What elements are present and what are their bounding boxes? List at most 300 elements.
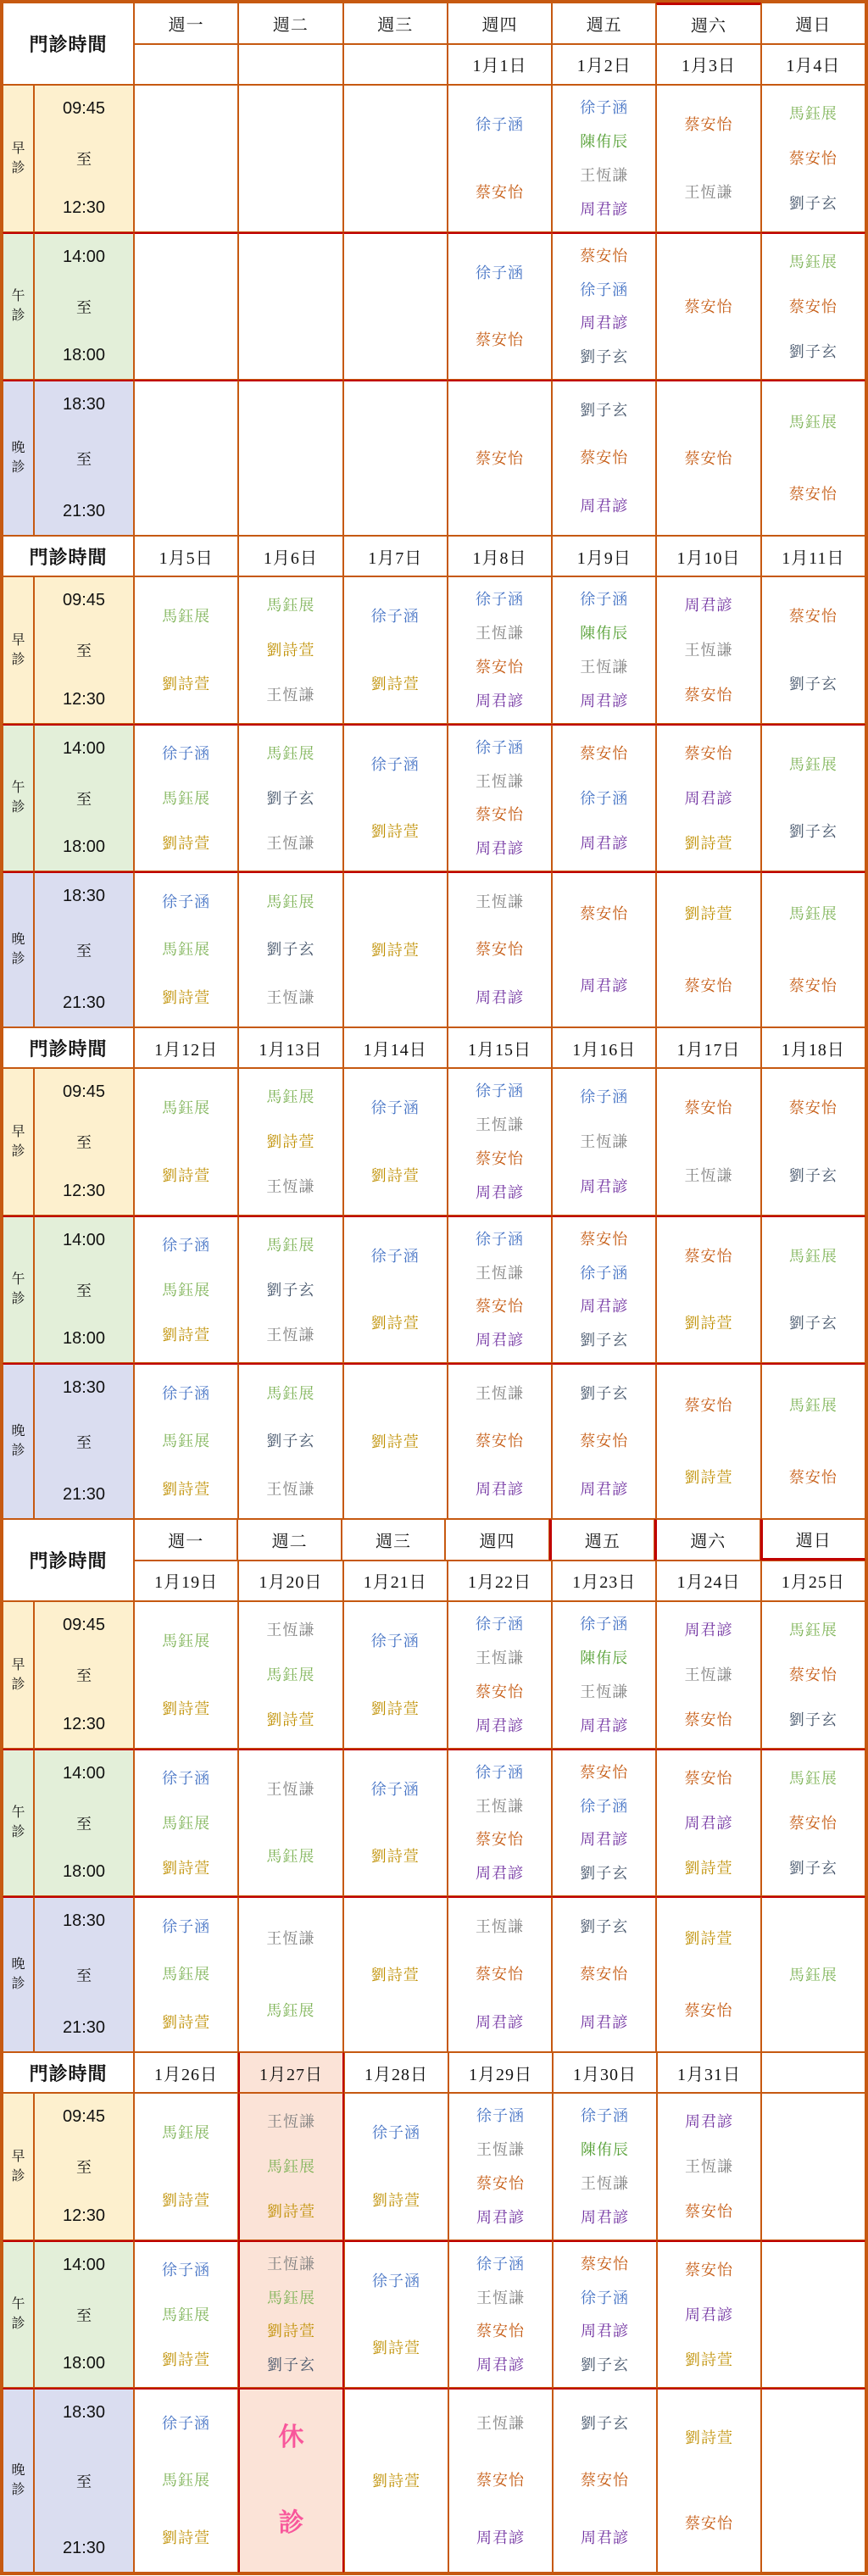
time-range-cell [34, 1749, 134, 1896]
doctor-cell [238, 85, 342, 232]
time-range-cell [34, 1363, 134, 1519]
doctor-name: 徐子涵 [162, 2261, 210, 2278]
period-start-time: 18:30 [62, 2403, 106, 2422]
doctor-name: 馬鈺展 [788, 1769, 837, 1787]
period-label-char: 晚 [11, 2463, 25, 2478]
period-end-time: 21:30 [62, 2018, 106, 2037]
doctor-cell [343, 232, 448, 380]
date-cell: 1月20日 [238, 1561, 342, 1602]
period-start-time: 18:30 [62, 395, 106, 414]
doctor-cell [448, 2093, 553, 2240]
weekday-cell: 週三 [342, 1519, 445, 1561]
doctor-name: 馬鈺展 [267, 2157, 315, 2175]
doctor-name: 劉詩萱 [162, 1480, 211, 1498]
period-label-char: 早 [11, 1657, 25, 1672]
period-end-time: 21:30 [62, 502, 106, 520]
doctor-cell [761, 1601, 865, 1749]
period-to-label: 至 [76, 2159, 92, 2176]
doctor-name: 王恆謙 [267, 2255, 315, 2273]
doctor-name: 周君諺 [684, 1814, 733, 1832]
doctor-name: 劉詩萱 [162, 2529, 210, 2547]
doctor-name: 徐子涵 [475, 738, 524, 756]
time-range-cell [34, 576, 134, 724]
doctor-cell [448, 1601, 552, 1749]
doctor-name: 劉詩萱 [370, 1700, 420, 1717]
doctor-name: 蔡安怡 [684, 1247, 733, 1265]
doctor-cell [656, 724, 760, 871]
doctor-name: 徐子涵 [370, 1247, 420, 1265]
weekday-cell: 週日 [760, 1519, 865, 1561]
doctor-name: 蔡安怡 [475, 941, 524, 959]
period-to-label: 至 [76, 942, 92, 960]
doctor-name: 馬鈺展 [162, 1966, 211, 1983]
schedule-date-row [3, 2052, 865, 2093]
doctor-name: 周君諺 [475, 988, 524, 1006]
doctor-name: 馬鈺展 [266, 744, 315, 762]
doctor-name: 蔡安怡 [685, 2261, 733, 2278]
doctor-cell [134, 1216, 238, 1363]
doctor-name: 蔡安怡 [475, 1150, 524, 1167]
period-start-time: 09:45 [62, 1082, 106, 1101]
period-to-label: 至 [76, 1667, 92, 1684]
doctor-name: 馬鈺展 [266, 2001, 315, 2019]
doctor-name: 蔡安怡 [475, 1298, 524, 1316]
doctor-name: 周君諺 [475, 1332, 524, 1349]
doctor-name: 蔡安怡 [788, 298, 837, 315]
doctor-cell [761, 576, 865, 724]
doctor-name: 徐子涵 [370, 755, 420, 773]
doctor-name: 王恆謙 [685, 2157, 733, 2175]
doctor-name: 馬鈺展 [788, 1247, 837, 1265]
doctor-cell [656, 1068, 760, 1216]
schedule-date-row [3, 1027, 865, 1068]
doctor-cell [134, 724, 238, 871]
period-row-afternoon [3, 1216, 865, 1363]
doctor-name: 蔡安怡 [475, 1966, 524, 1983]
week-section [3, 1519, 865, 2052]
date-cell: 1月8日 [448, 536, 552, 576]
doctor-name: 劉子玄 [788, 676, 837, 693]
weekday-cell: 週二 [238, 3, 342, 44]
doctor-name: 周君諺 [685, 2306, 733, 2323]
doctor-name: 王恆謙 [475, 1797, 524, 1815]
doctor-name: 王恆謙 [475, 625, 524, 642]
doctor-cell [344, 2388, 448, 2573]
doctor-name: 王恆謙 [266, 1780, 315, 1798]
doctor-name: 蔡安怡 [475, 184, 524, 201]
doctor-name: 王恆謙 [266, 1480, 315, 1498]
period-row-morning [3, 1601, 865, 1749]
time-range-cell [34, 871, 134, 1027]
doctor-name: 周君諺 [684, 1621, 733, 1639]
doctor-name: 蔡安怡 [580, 449, 629, 467]
period-row-evening [3, 2388, 865, 2573]
date-cell: 1月4日 [761, 44, 865, 86]
doctor-name: 劉詩萱 [267, 2323, 315, 2340]
doctor-name: 陳侑辰 [580, 1650, 629, 1666]
date-cell: 1月18日 [761, 1027, 865, 1068]
doctor-name: 劉子玄 [580, 1918, 629, 1936]
date-cell: 1月24日 [656, 1561, 760, 1602]
period-label [3, 2240, 34, 2388]
doctor-name: 周君諺 [580, 201, 629, 218]
doctor-name: 徐子涵 [162, 1918, 211, 1936]
doctor-name: 徐子涵 [580, 99, 629, 116]
doctor-name: 徐子涵 [370, 608, 420, 625]
period-start-time: 18:30 [62, 1378, 106, 1397]
period-end-time: 18:00 [62, 837, 106, 856]
period-end-time: 18:00 [62, 1329, 106, 1348]
doctor-name: 劉子玄 [788, 1711, 837, 1729]
period-start-time: 14:00 [62, 739, 106, 758]
doctor-name: 王恆謙 [475, 772, 524, 790]
doctor-name: 劉子玄 [788, 195, 837, 213]
doctor-name: 馬鈺展 [162, 1814, 211, 1832]
doctor-name: 蔡安怡 [684, 1397, 733, 1415]
doctor-cell [656, 871, 760, 1027]
period-label [3, 724, 34, 871]
doctor-name: 周君諺 [475, 1184, 524, 1201]
doctor-name: 王恆謙 [580, 659, 629, 676]
doctor-name: 劉詩萱 [162, 1167, 211, 1184]
weekday-cell: 週日 [761, 3, 865, 44]
doctor-cell [761, 1896, 865, 2052]
doctor-name: 劉詩萱 [684, 1930, 733, 1948]
period-label-char: 診 [11, 800, 25, 815]
doctor-cell [553, 2240, 657, 2388]
period-to-label: 至 [76, 643, 92, 659]
doctor-cell [656, 380, 760, 536]
doctor-name: 劉子玄 [581, 2414, 629, 2432]
doctor-name: 周君諺 [685, 2112, 733, 2130]
doctor-cell [448, 1363, 552, 1519]
doctor-name: 馬鈺展 [162, 789, 211, 807]
period-end-time: 21:30 [62, 993, 106, 1012]
weekday-cell: 週四 [445, 1519, 548, 1561]
doctor-name: 劉子玄 [580, 1332, 629, 1349]
doctor-name: 周君諺 [580, 2013, 629, 2031]
doctor-name: 劉詩萱 [685, 2429, 733, 2446]
date-cell [343, 44, 448, 86]
doctor-name: 蔡安怡 [788, 1814, 837, 1832]
doctor-name: 周君諺 [475, 840, 524, 858]
doctor-name: 劉詩萱 [370, 1315, 420, 1333]
doctor-name: 周君諺 [580, 693, 629, 709]
period-label-char: 早 [11, 632, 25, 648]
date-cell: 1月11日 [761, 536, 865, 576]
doctor-cell [134, 85, 238, 232]
doctor-name: 周君諺 [684, 596, 733, 614]
doctor-name: 馬鈺展 [266, 893, 315, 911]
doctor-name: 徐子涵 [475, 1616, 524, 1633]
time-range-cell [34, 1896, 134, 2052]
doctor-name: 陳侑辰 [580, 133, 629, 150]
doctor-cell [448, 576, 552, 724]
period-label [3, 85, 34, 232]
time-range-cell [34, 2388, 134, 2573]
doctor-name: 王恆謙 [684, 1167, 733, 1184]
doctor-name: 馬鈺展 [162, 608, 211, 625]
doctor-name: 蔡安怡 [685, 2203, 733, 2221]
weekday-cell: 週一 [134, 3, 238, 44]
doctor-name: 王恆謙 [475, 893, 524, 911]
doctor-name: 蔡安怡 [788, 1468, 837, 1486]
period-label [3, 1363, 34, 1519]
period-label [3, 1749, 34, 1896]
doctor-name: 劉詩萱 [162, 1700, 211, 1717]
doctor-name: 周君諺 [581, 2209, 629, 2226]
doctor-cell [656, 232, 760, 380]
doctor-name: 劉詩萱 [162, 834, 211, 852]
period-start-time: 09:45 [62, 99, 106, 118]
doctor-name: 劉詩萱 [370, 1966, 420, 1983]
doctor-name: 王恆謙 [580, 1132, 629, 1150]
period-label-char: 診 [11, 2168, 25, 2184]
doctor-cell [656, 1896, 760, 2052]
time-header-cell: 門診時間 [3, 2052, 134, 2093]
doctor-cell [238, 1216, 342, 1363]
period-row-afternoon [3, 2240, 865, 2388]
doctor-name: 蔡安怡 [580, 905, 629, 923]
doctor-cell [552, 380, 656, 536]
period-end-time: 21:30 [62, 2539, 106, 2557]
date-cell: 1月29日 [448, 2052, 553, 2093]
doctor-name: 馬鈺展 [267, 2289, 315, 2306]
time-range-cell [34, 1068, 134, 1216]
doctor-name: 徐子涵 [475, 1763, 524, 1781]
period-label-char: 診 [11, 1825, 25, 1839]
doctor-name: 劉子玄 [581, 2356, 629, 2374]
doctor-name: 徐子涵 [372, 2124, 420, 2141]
doctor-name: 周君諺 [580, 834, 629, 852]
period-label-char: 晚 [11, 1424, 25, 1438]
date-cell: 1月16日 [552, 1027, 656, 1068]
period-label [3, 2093, 34, 2240]
period-label-char: 診 [11, 160, 25, 175]
period-label-char: 診 [11, 1977, 25, 1991]
doctor-cell [552, 85, 656, 232]
doctor-name: 馬鈺展 [162, 1433, 211, 1450]
period-row-afternoon [3, 724, 865, 871]
doctor-cell [552, 1216, 656, 1363]
period-end-time: 12:30 [62, 690, 106, 709]
closed-label-char: 休 [278, 2423, 304, 2451]
doctor-cell [134, 232, 238, 380]
time-header-cell: 門診時間 [3, 1519, 134, 1601]
doctor-cell [656, 1363, 760, 1519]
doctor-name: 劉詩萱 [370, 1167, 420, 1184]
doctor-cell [238, 2093, 344, 2240]
doctor-name: 馬鈺展 [788, 905, 837, 923]
date-cell: 1月27日 [238, 2052, 344, 2093]
doctor-name: 劉詩萱 [372, 2192, 420, 2209]
period-label-char: 午 [11, 289, 25, 303]
doctor-name: 徐子涵 [475, 116, 524, 133]
period-to-label: 至 [76, 450, 92, 468]
doctor-name: 徐子涵 [162, 1236, 211, 1254]
doctor-name: 陳侑辰 [581, 2141, 629, 2158]
period-label-char: 午 [11, 2297, 25, 2312]
doctor-name: 蔡安怡 [684, 976, 733, 994]
date-row [134, 44, 865, 86]
doctor-name: 劉子玄 [788, 1167, 837, 1184]
date-cell: 1月3日 [656, 44, 760, 86]
period-to-label: 至 [76, 1134, 92, 1151]
doctor-cell [343, 576, 448, 724]
doctor-cell [761, 2388, 865, 2573]
period-row-afternoon [3, 1749, 865, 1896]
period-label [3, 2388, 34, 2573]
period-label-char: 診 [11, 1677, 25, 1692]
period-label-char: 診 [11, 652, 25, 667]
doctor-cell [761, 2240, 865, 2388]
doctor-name: 王恆謙 [266, 687, 315, 704]
doctor-cell [552, 871, 656, 1027]
weekday-cell: 週四 [448, 3, 552, 44]
date-cell: 1月25日 [761, 1561, 865, 1602]
doctor-name: 蔡安怡 [475, 449, 524, 467]
weekday-cell: 週三 [343, 3, 448, 44]
doctor-cell [448, 1896, 552, 2052]
doctor-name: 馬鈺展 [162, 1633, 211, 1650]
period-label-char: 午 [11, 1805, 25, 1820]
period-label [3, 1216, 34, 1363]
doctor-name: 徐子涵 [475, 591, 524, 608]
doctor-cell [657, 2093, 761, 2240]
doctor-name: 周君諺 [475, 1865, 524, 1883]
period-label-char: 早 [11, 141, 25, 156]
doctor-cell [134, 576, 238, 724]
date-cell: 1月5日 [134, 536, 238, 576]
weekday-cell: 週六 [656, 3, 760, 44]
period-label-char: 診 [11, 2483, 25, 2497]
doctor-name: 周君諺 [476, 2209, 525, 2226]
doctor-name: 馬鈺展 [162, 941, 211, 959]
date-cell: 1月31日 [657, 2052, 761, 2093]
period-start-time: 09:45 [62, 1616, 106, 1634]
doctor-name: 周君諺 [580, 1298, 629, 1316]
doctor-cell [344, 2240, 448, 2388]
doctor-name: 蔡安怡 [581, 2255, 629, 2273]
doctor-name: 徐子涵 [580, 1797, 629, 1815]
doctor-name: 劉詩萱 [162, 1859, 211, 1877]
doctor-name: 周君諺 [580, 1178, 629, 1196]
period-label-char: 晚 [11, 932, 25, 947]
doctor-cell [238, 380, 342, 536]
doctor-name: 徐子涵 [475, 264, 524, 281]
period-label [3, 1601, 34, 1749]
doctor-cell [553, 2093, 657, 2240]
period-end-time: 21:30 [62, 1485, 106, 1504]
doctor-name: 周君諺 [580, 1717, 629, 1734]
weekday-row [134, 3, 865, 44]
period-end-time: 12:30 [62, 1182, 106, 1200]
doctor-cell [552, 576, 656, 724]
doctor-name: 劉詩萱 [684, 1468, 733, 1486]
doctor-name: 徐子涵 [580, 1264, 629, 1282]
doctor-name: 馬鈺展 [162, 1099, 211, 1116]
doctor-cell [448, 85, 552, 232]
date-cell: 1月28日 [344, 2052, 448, 2093]
date-row [134, 1561, 865, 1602]
doctor-cell [552, 724, 656, 871]
doctor-name: 蔡安怡 [788, 485, 837, 503]
doctor-cell [552, 1601, 656, 1749]
doctor-name: 馬鈺展 [266, 1666, 315, 1683]
doctor-cell [343, 380, 448, 536]
doctor-name: 劉子玄 [580, 1385, 629, 1403]
period-to-label: 至 [76, 2473, 92, 2490]
doctor-cell [448, 380, 552, 536]
doctor-name: 蔡安怡 [684, 1769, 733, 1787]
doctor-name: 王恆謙 [475, 1385, 524, 1403]
doctor-cell [552, 1749, 656, 1896]
period-label-char: 晚 [11, 441, 25, 455]
date-cell: 1月21日 [343, 1561, 448, 1602]
doctor-name: 馬鈺展 [788, 414, 837, 431]
doctor-name: 劉詩萱 [370, 676, 420, 693]
doctor-cell [238, 576, 342, 724]
doctor-name: 劉子玄 [267, 2356, 315, 2374]
doctor-name: 徐子涵 [580, 789, 629, 807]
doctor-cell [238, 232, 342, 380]
doctor-cell [761, 2093, 865, 2240]
doctor-cell [553, 2388, 657, 2573]
period-to-label: 至 [76, 1282, 92, 1299]
doctor-name: 馬鈺展 [788, 755, 837, 773]
doctor-cell [238, 2240, 344, 2388]
doctor-name: 蔡安怡 [684, 744, 733, 762]
doctor-name: 劉詩萱 [162, 2192, 210, 2209]
period-label-char: 診 [11, 1143, 25, 1159]
doctor-name: 蔡安怡 [476, 2175, 525, 2192]
doctor-name: 劉詩萱 [372, 2472, 420, 2490]
doctor-name: 徐子涵 [475, 1082, 524, 1099]
doctor-name: 王恆謙 [475, 1650, 524, 1666]
period-row-morning [3, 85, 865, 232]
period-label [3, 232, 34, 380]
doctor-cell [657, 2388, 761, 2573]
doctor-name: 蔡安怡 [580, 247, 629, 264]
doctor-name: 劉子玄 [266, 789, 315, 807]
doctor-name: 徐子涵 [370, 1099, 420, 1116]
date-cell: 1月17日 [656, 1027, 760, 1068]
doctor-cell [552, 1068, 656, 1216]
doctor-cell [552, 1363, 656, 1519]
doctor-cell [343, 1216, 448, 1363]
period-to-label: 至 [76, 1433, 92, 1451]
doctor-name: 劉子玄 [580, 402, 629, 420]
doctor-name: 周君諺 [684, 789, 733, 807]
doctor-name: 蔡安怡 [475, 1683, 524, 1700]
doctor-name: 蔡安怡 [475, 806, 524, 824]
doctor-name: 劉詩萱 [266, 1132, 315, 1150]
period-end-time: 18:00 [62, 1862, 106, 1881]
doctor-name: 劉詩萱 [370, 823, 420, 841]
doctor-name: 王恆謙 [475, 1264, 524, 1282]
doctor-cell [656, 1601, 760, 1749]
doctor-cell [761, 1749, 865, 1896]
doctor-name: 蔡安怡 [684, 298, 733, 315]
doctor-name: 劉子玄 [580, 1865, 629, 1883]
period-start-time: 14:00 [62, 1231, 106, 1249]
doctor-name: 王恆謙 [266, 834, 315, 852]
period-start-time: 18:30 [62, 887, 106, 905]
doctor-name: 周君諺 [475, 2013, 524, 2031]
doctor-cell [238, 1068, 342, 1216]
schedule-header-row [3, 1519, 865, 1601]
doctor-name: 蔡安怡 [580, 1966, 629, 1983]
